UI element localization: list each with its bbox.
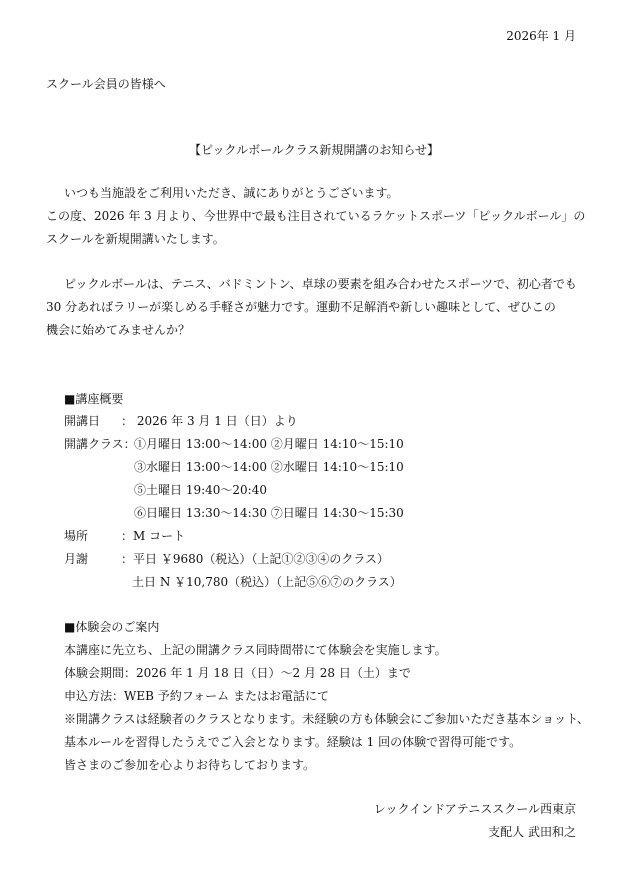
place-label: 場所 bbox=[64, 529, 89, 543]
trial-note-line: ※開講クラスは経験者のクラスとなります。未経験の方も体験会にご参加いただき基本ショット、 bbox=[64, 712, 590, 726]
description-line-1: ピックルボールは、テニス、バドミントン、卓球の要素を組み合わせたスポーツで、初心者でも bbox=[64, 277, 577, 291]
fee-weekend: 土日 N ￥10,780（税込）（上記⑤⑥⑦のクラス） bbox=[132, 575, 402, 589]
trial-application-method: 申込方法：WEB 予約フォーム またはお電話にて bbox=[64, 689, 329, 703]
organization-name: レックインドアテニススクール西東京 bbox=[373, 802, 576, 816]
class-schedule-row: ①月曜日 13:00～14:00 ②月曜日 14:10～15:10 bbox=[134, 437, 404, 451]
document-date: 2026年 1 月 bbox=[506, 29, 576, 43]
trial-heading: ■体験会のご案内 bbox=[64, 620, 160, 634]
class-schedule-row: ⑤土曜日 19:40～20:40 bbox=[134, 483, 267, 497]
intro-line-2: この度、2026 年 3 月より、今世界中で最も注目されているラケットスポーツ「ピックルボール」の bbox=[46, 209, 586, 223]
trial-note-line: 基本ルールを習得したうえでご入会となります。経験は 1 回の体験で習得可能です。 bbox=[64, 735, 522, 749]
course-heading: ■講座概要 bbox=[64, 392, 124, 406]
trial-line: 本講座に先立ち、上記の開講クラス同時間帯にて体験会を実施します。 bbox=[64, 643, 447, 657]
start-date-label: 開講日 bbox=[64, 414, 101, 428]
closing-line: 皆さまのご参加を心よりお待ちしております。 bbox=[64, 758, 316, 772]
manager-name: 支配人 武田和之 bbox=[488, 825, 576, 839]
class-schedule-row: ③水曜日 13:00～14:00 ②水曜日 14:10～15:10 bbox=[134, 460, 404, 474]
intro-line-3: スクールを新規開講いたします。 bbox=[46, 232, 225, 246]
trial-period: 体験会期間：2026 年 1 月 18 日（日）～2 月 28 日（土）まで bbox=[64, 666, 411, 680]
description-line-2: 30 分あればラリーが楽しめる手軽さが魅力です。運動不足解消や新しい趣味として、ぜひこの bbox=[46, 300, 556, 314]
classes-label: 開講クラス： bbox=[64, 437, 136, 451]
recipient-line: スクール会員の皆様へ bbox=[46, 77, 166, 91]
document-title: 【ピックルボールクラス新規開講のお知らせ】 bbox=[189, 143, 439, 157]
class-schedule-row: ⑥日曜日 13:30～14:30 ⑦日曜日 14:30～15:30 bbox=[134, 506, 404, 520]
place-value: ：M コート bbox=[121, 529, 186, 543]
description-line-3: 機会に始めてみませんか？ bbox=[46, 323, 191, 337]
start-date-value: ： 2026 年 3 月 1 日（日）より bbox=[121, 414, 298, 428]
intro-line-1: いつも当施設をご利用いただき、誠にありがとうございます。 bbox=[64, 186, 399, 200]
fee-weekday: ：平日 ￥9680（税込）（上記①②③④のクラス） bbox=[121, 552, 389, 566]
fee-label: 月謝 bbox=[64, 552, 89, 566]
